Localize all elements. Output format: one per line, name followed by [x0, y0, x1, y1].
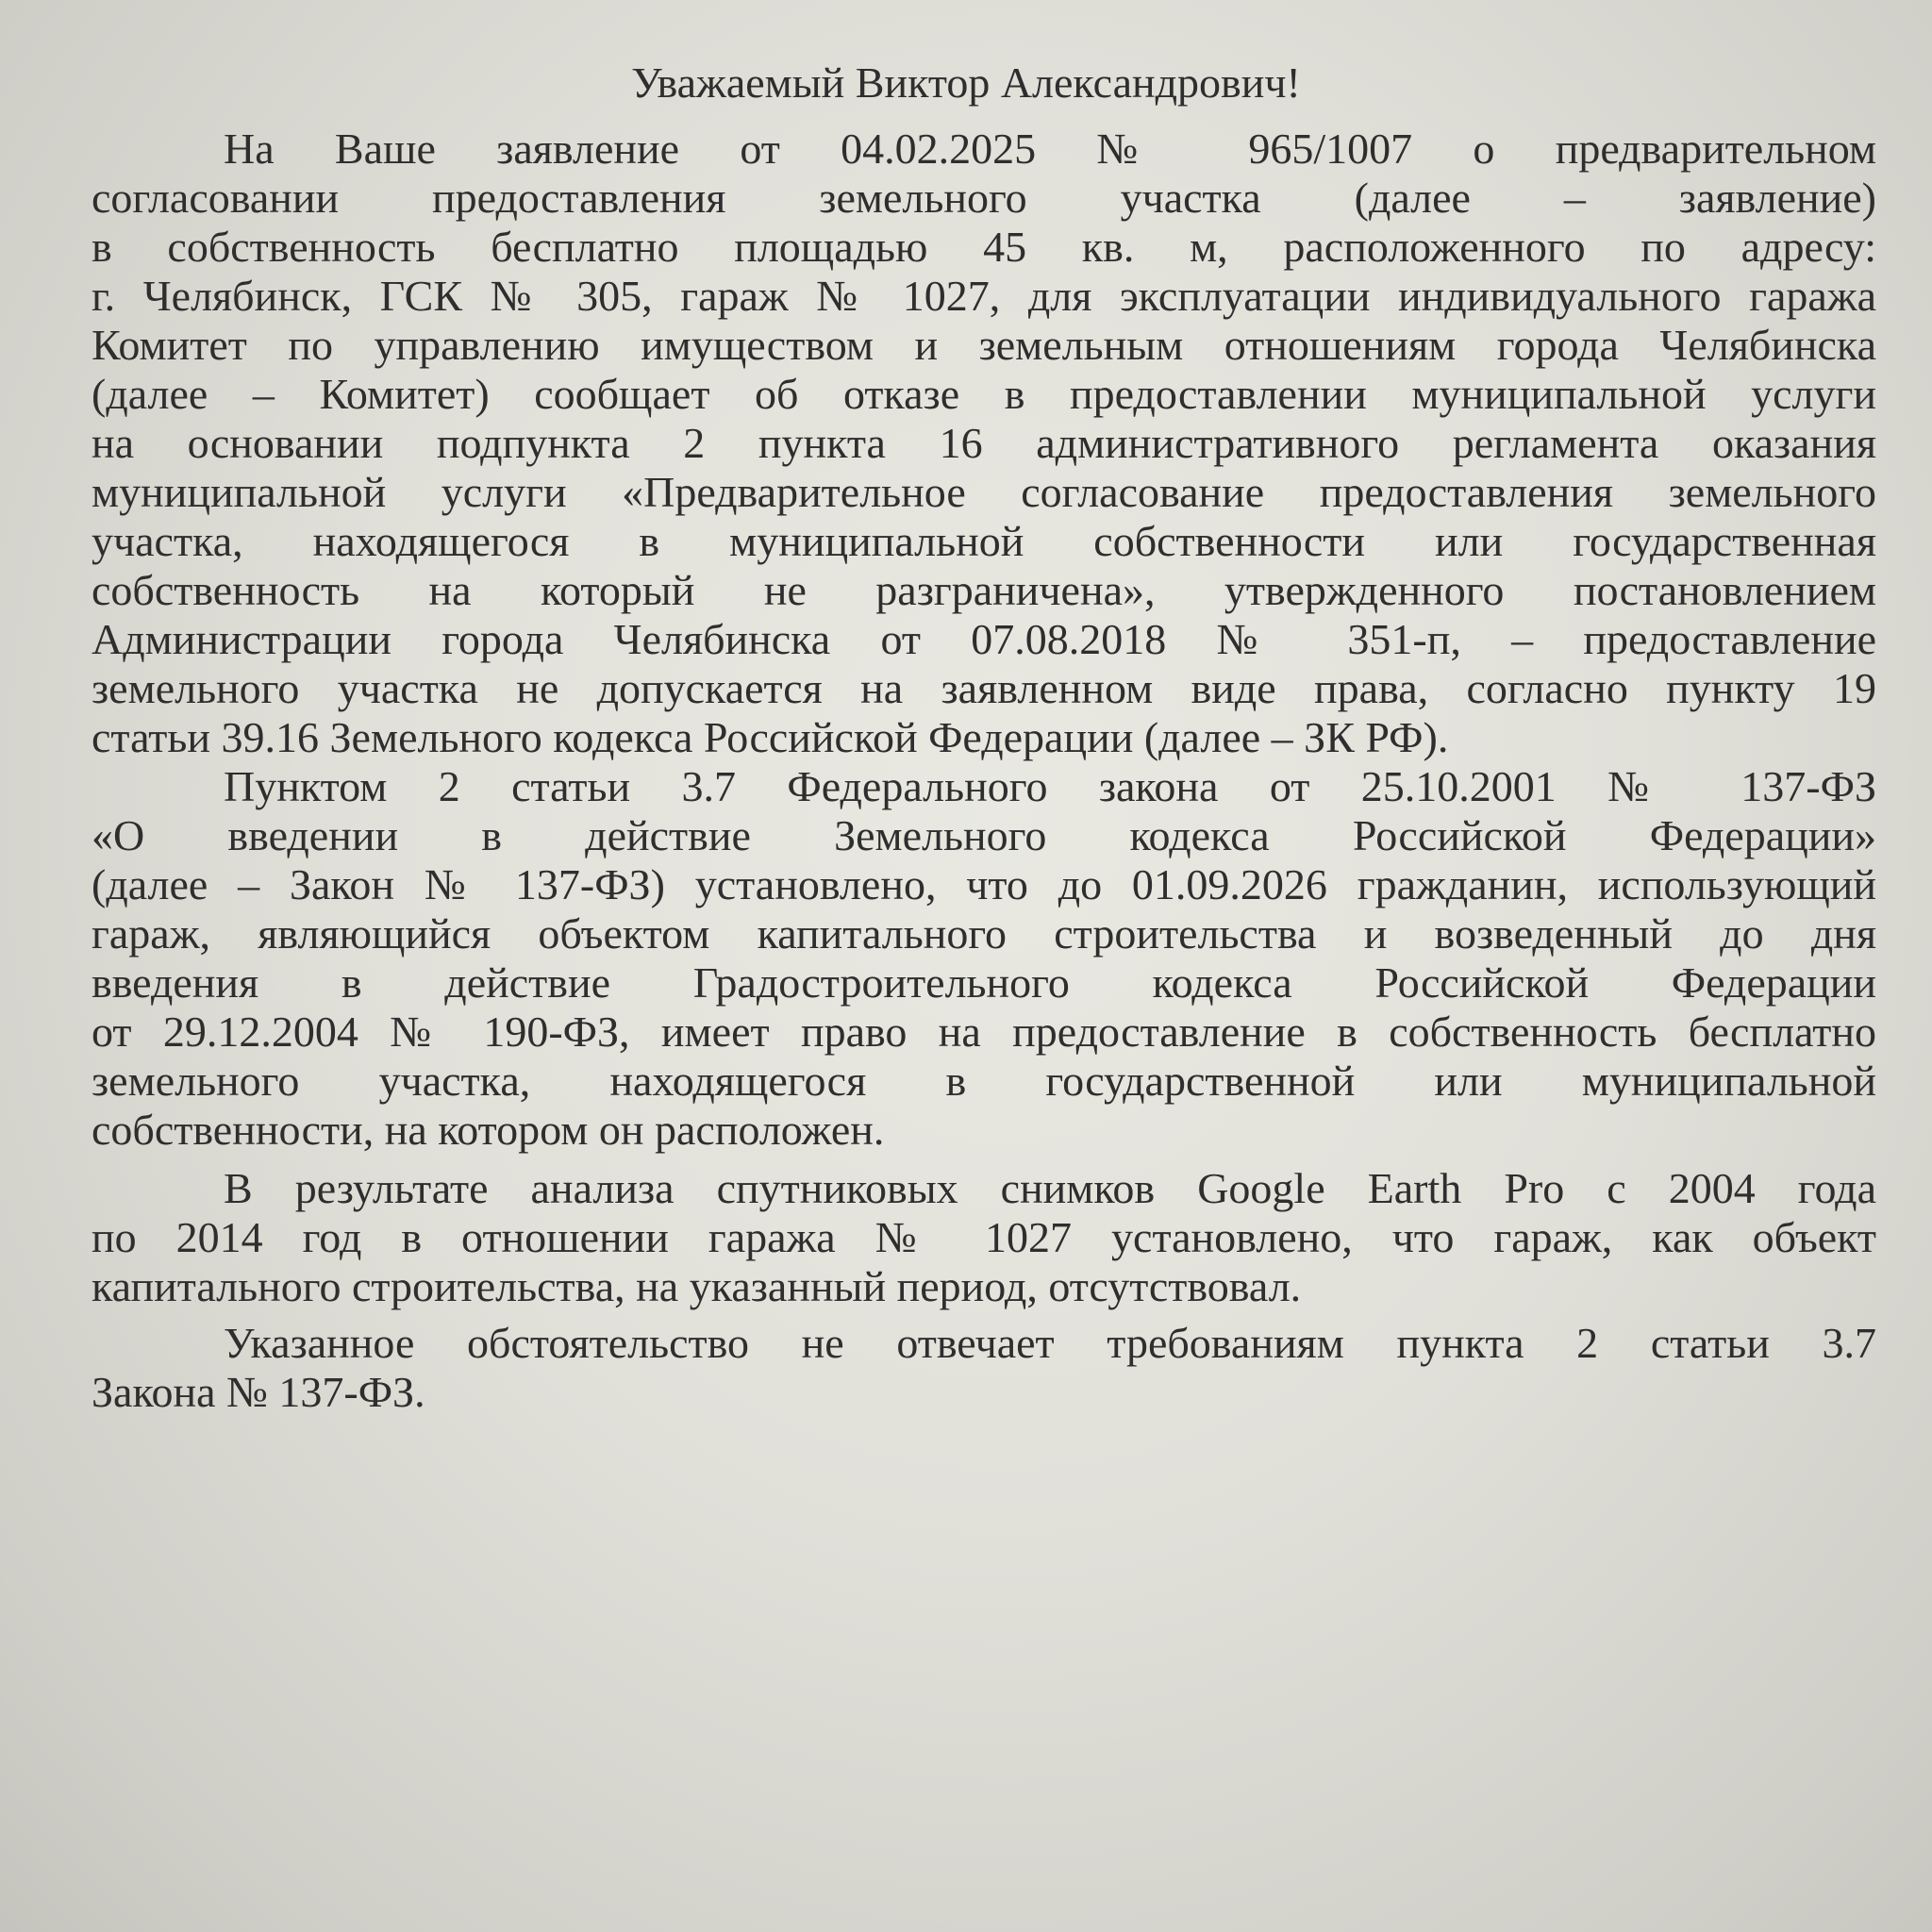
paragraph-line: введения в действие Градостроительного кодекса Российской Федерации — [92, 958, 1876, 1007]
paragraph-line: статьи 39.16 Земельного кодекса Российской Федерации (далее – ЗК РФ). — [92, 713, 1449, 761]
paragraph-line: собственности, на котором он расположен. — [92, 1106, 885, 1154]
paragraph-line: (далее – Закон № 137-ФЗ) установлено, что до 01.09.2026 гражданин, использующий — [92, 860, 1876, 908]
paragraph-line: (далее – Комитет) сообщает об отказе в предоставлении муниципальной услуги — [92, 370, 1876, 418]
paragraph-line: Комитет по управлению имуществом и земельным отношениям города Челябинска — [92, 321, 1876, 369]
paragraph-line: муниципальной услуги «Предварительное согласование предоставления земельного — [92, 468, 1876, 516]
paragraph-line: «О введении в действие Земельного кодекса Российской Федерации» — [92, 811, 1876, 859]
paragraph-line: в собственность бесплатно площадью 45 кв. м, расположенного по адресу: — [92, 223, 1876, 271]
paragraph-line: Администрации города Челябинска от 07.08.2018 № 351-п, – предоставление — [92, 615, 1876, 663]
paragraph-line: согласовании предоставления земельного участка (далее – заявление) — [92, 174, 1876, 222]
paragraph-line: В результате анализа спутниковых снимков Google Earth Pro с 2004 года — [224, 1164, 1876, 1212]
paragraph-line: гараж, являющийся объектом капитального строительства и возведенный до дня — [92, 909, 1876, 958]
paragraph-line: участка, находящегося в муниципальной собственности или государственная — [92, 517, 1876, 565]
paragraph-line: собственность на который не разграничена», утвержденного постановлением — [92, 566, 1876, 614]
paragraph-line: Указанное обстоятельство не отвечает требованиям пункта 2 статьи 3.7 — [224, 1319, 1876, 1367]
paragraph-line: на основании подпункта 2 пункта 16 административного регламента оказания — [92, 419, 1876, 467]
paragraph-line: капитального строительства, на указанный период, отсутствовал. — [92, 1262, 1302, 1310]
paragraph-line: Пунктом 2 статьи 3.7 Федерального закона от 25.10.2001 № 137-ФЗ — [224, 762, 1876, 810]
paragraph-line: На Ваше заявление от 04.02.2025 № 965/1007 о предварительном — [224, 125, 1876, 173]
greeting: Уважаемый Виктор Александрович! — [631, 58, 1301, 107]
paragraph-line: по 2014 год в отношении гаража № 1027 установлено, что гараж, как объект — [92, 1213, 1876, 1261]
paragraph-line: земельного участка не допускается на заявленном виде права, согласно пункту 19 — [92, 664, 1876, 712]
paragraph-line: Закона № 137-ФЗ. — [92, 1368, 425, 1416]
paragraph-line: земельного участка, находящегося в государственной или муниципальной — [92, 1057, 1876, 1105]
paragraph-line: г. Челябинск, ГСК № 305, гараж № 1027, для эксплуатации индивидуального гаража — [92, 272, 1876, 320]
paragraph-line: от 29.12.2004 № 190-ФЗ, имеет право на предоставление в собственность бесплатно — [92, 1008, 1876, 1056]
